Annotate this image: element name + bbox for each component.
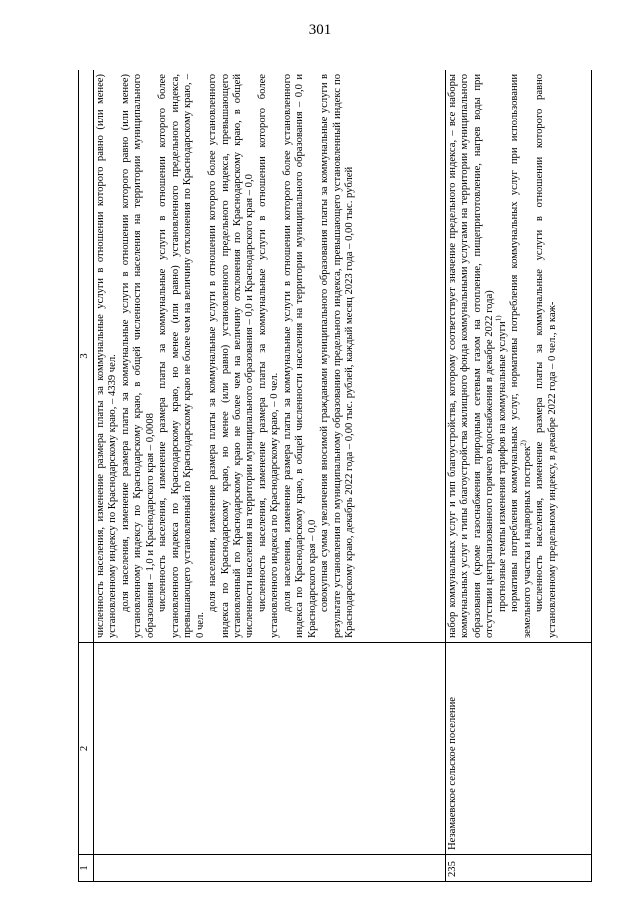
paragraph: совокупная сумма увеличения вносимой гражданами муниципального образования платы за коммунальные услуги в результате установления по муниципальному образованию предельного индекса, превышающего установленный индекс по Краснодарскому краю, декабрь 2022 года – 0,00 тыс. рублей, каждый месяц 2023 года – 0,00 тыс. рублей (319, 74, 356, 638)
paragraph: численность населения, изменение размера платы за коммунальные услуги в отношении которого более установленного индекса по Краснодарскому краю, – 0 чел. (256, 74, 281, 638)
page-number: 301 (308, 22, 332, 38)
row-number: 235 (446, 855, 592, 882)
paragraph: численность населения, изменение размера платы за коммунальные услуги в отношении которого равно установленному предельному индексу, в декабре 2022 года – 0 чел., в каж- (534, 74, 558, 638)
paragraph (509, 74, 534, 638)
paragraph-text: прогнозные темпы изменения тарифов на коммунальные услуги (496, 321, 508, 612)
table-header-row (79, 70, 94, 882)
rotated-page (78, 70, 602, 882)
table-row (446, 70, 592, 882)
footnote-ref: 1) (494, 315, 503, 322)
municipality-name (94, 643, 446, 855)
footnote-ref: 2) (519, 440, 528, 446)
data-table (78, 70, 592, 882)
row-number (94, 855, 446, 882)
paragraph: численность населения, изменение размера платы за коммунальные услуги в отношении которого равно (или менее) установленному индексу по Краснодарскому краю, – 4339 чел. (95, 74, 119, 638)
paragraph: численность населения, изменение размера платы за коммунальные услуги в отношении которого более установленного индекса по Краснодарскому краю, но менее (или равно) установленного предельного индекса, превышающего установленный по Краснодарскому краю не более чем на величину отклонения по Краснодарскому краю, – 0 чел. (157, 74, 206, 638)
paragraph: набор коммунальных услуг и тип благоустройства, которому соответствует значение предельного индекса, – все наборы коммунальных услуг и типы благоустройства жилищного фонда коммунальными услугами на территории муниципального образования (кроме газоснабжения природным сетевым газом на отопление, пищеприготовление, нагрев воды при отсутствии централизованного горячего водоснабжения в декабре 2022 года) (447, 74, 496, 638)
municipality-name: Незамаевское сельское поселение (446, 643, 592, 855)
table-row (94, 70, 446, 882)
rotated-content (78, 70, 602, 882)
paragraph: доля населения, изменение размера платы за коммунальные услуги в отношении которого равно (или менее) установленному индексу по Краснодарскому краю, в общей численности населения на территории муниципального образования – 1,0 и Краснодарского края – 0,0008 (119, 74, 156, 638)
paragraph (494, 74, 509, 638)
header-cell-1: 1 (79, 855, 94, 882)
header-cell-2: 2 (79, 643, 94, 855)
indicators-cell (446, 70, 592, 643)
paragraph-text: нормативы потребления коммунальных услуг, нормативы потребления коммунальных услуг при использовании земельного участка и надворных построек (509, 74, 533, 638)
header-cell-3: 3 (79, 70, 94, 643)
paragraph: доля населения, изменение размера платы за коммунальные услуги в отношении которого более установленного индекса по Краснодарскому краю, но менее (или равно) установленного предельного индекса, превышающего установленный по Краснодарскому краю не более чем на величину отклонения по Краснодарскому краю, в общей численности населения на территории муниципального образования – 0,0 и Краснодарского края – 0,0 (207, 74, 256, 638)
paragraph: доля населения, изменение размера платы за коммунальные услуги в отношении которого более установленного индекса по Краснодарскому краю, в общей численности населения на территории муниципального образования – 0,0 и Краснодарского края – 0,0 (281, 74, 318, 638)
indicators-cell (94, 70, 446, 643)
